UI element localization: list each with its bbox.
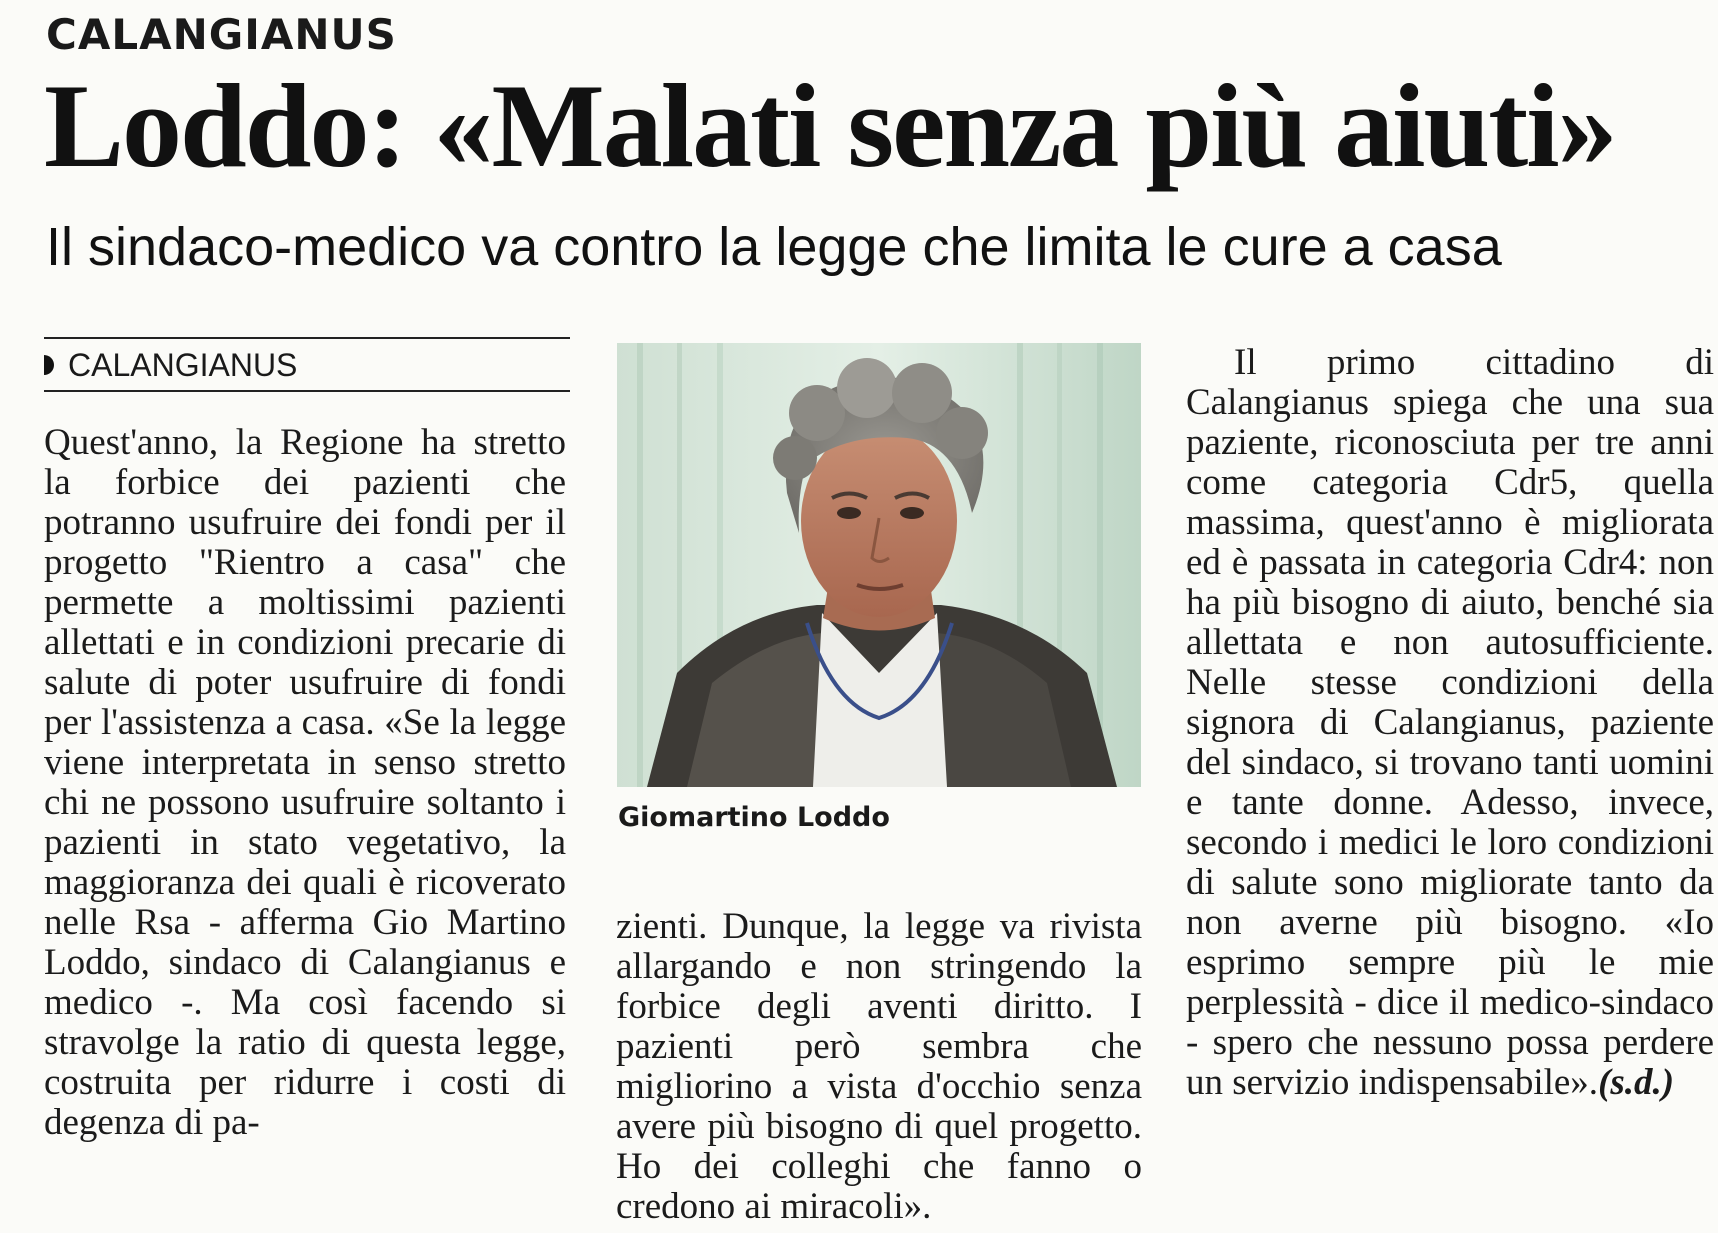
article-column-3 <box>1186 343 1714 1103</box>
dateline-rule-bottom <box>44 390 570 392</box>
col2-text: zienti. Dunque, la legge va rivista allargando e non stringendo la forbice degli aventi diritto. I pazienti però sembra che migliorino a vista d'occhio senza avere più bisogno di quel progetto. Ho dei colleghi che fanno o credono ai miracoli». <box>616 906 1142 1227</box>
col3-paragraph <box>1186 343 1714 1103</box>
photo <box>617 343 1141 787</box>
article-column-2 <box>616 907 1142 1227</box>
article-column-1 <box>44 423 566 1143</box>
subheadline: Il sindaco-medico va contro la legge che limita le cure a casa <box>46 217 1502 277</box>
col3-text: Il primo cittadino di Calangianus spiega che una sua paziente, riconosciuta per tre anni come categoria Cdr5, quella massima, quest'anno è migliorata ed è passata in categoria Cdr4: non ha più bisogno di aiuto, benché sia allettata e non autosufficiente. Nelle stesse condizioni della signora di Calangianus, paziente del sindaco, si trovano tanti uomini e tante donne. Adesso, invece, secondo i medici le loro condizioni di salute sono migliorate tanto da non averne più bisogno. «Io esprimo sempre più le mie perplessità - dice il medico-sindaco - spero che nessuno possa perdere un servizio indispensabile». <box>1186 342 1714 1103</box>
dateline <box>44 346 297 384</box>
portrait-photo <box>617 343 1141 787</box>
col1-text: Quest'anno, la Regione ha stretto la forbice dei pazienti che potranno usufruire dei fondi per il progetto "Rientro a casa" che permette a moltissimi pazienti allettati e in condizioni precarie di salute di poter usufruire di fondi per l'assistenza a casa. «Se la legge viene interpretata in senso stretto chi ne possono usufruire soltanto i pazienti in stato vegetativo, la maggioranza dei quali è ricoverato nelle Rsa - afferma Gio Martino Loddo, sindaco di Calangianus e medico -. Ma così facendo si stravolge la ratio di questa legge, costruita per ridurre i costi di degenza di pa- <box>44 422 566 1143</box>
headline: Loddo: «Malati senza più aiuti» <box>44 59 1616 192</box>
half-circle-bullet-icon <box>44 355 54 375</box>
dateline-label: CALANGIANUS <box>68 347 298 383</box>
kicker: CALANGIANUS <box>46 10 397 59</box>
dateline-rule-top <box>44 337 570 339</box>
byline: (s.d.) <box>1598 1062 1675 1103</box>
photo-caption: Giomartino Loddo <box>618 802 890 833</box>
